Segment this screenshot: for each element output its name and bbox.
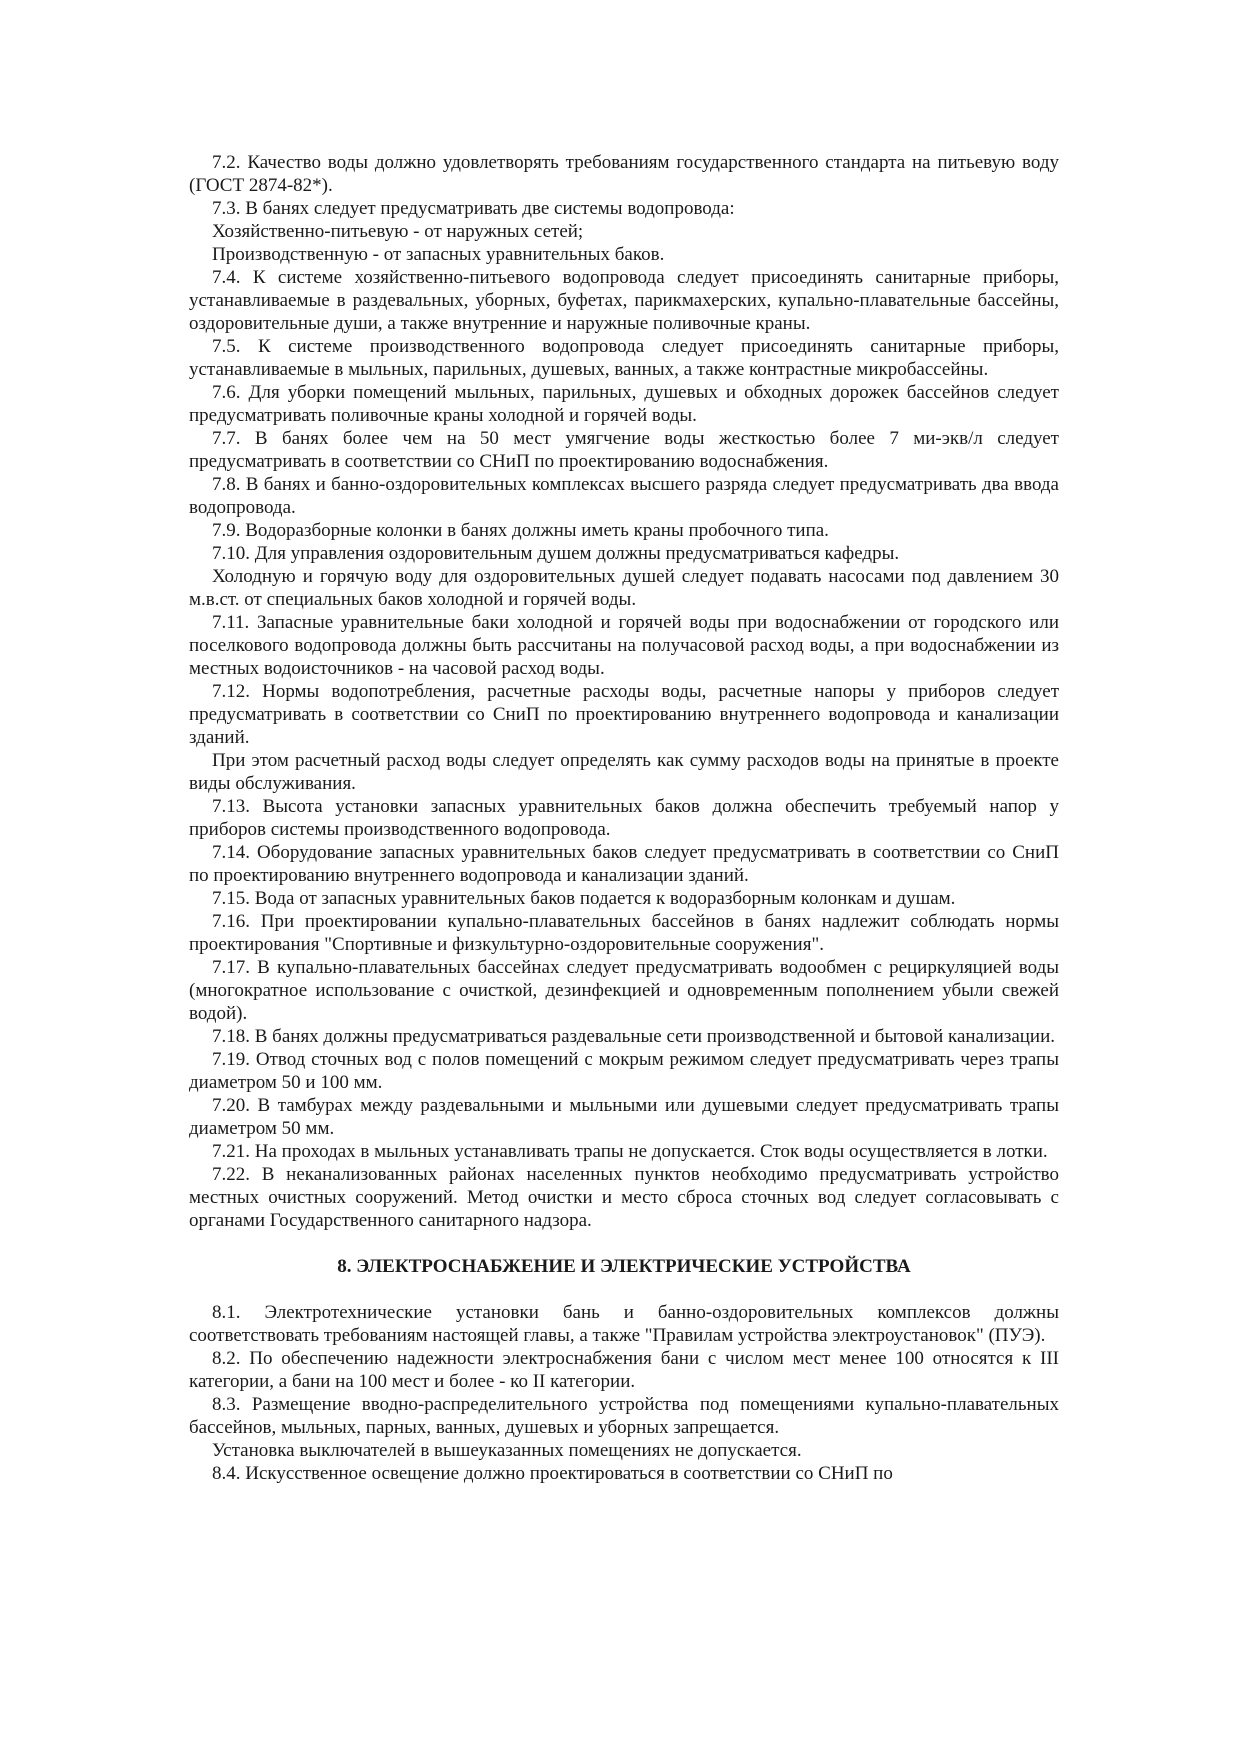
paragraph-8-2: 8.2. По обеспечению надежности электроснабжения бани с числом мест менее 100 относятся к III категории, а бани на 100 мест и более - ко II категории. — [189, 1348, 1059, 1392]
paragraph-7-9: 7.9. Водоразборные колонки в банях должны иметь краны пробочного типа. — [212, 520, 829, 541]
paragraph-7-17: 7.17. В купально-плавательных бассейнах следует предусматривать водообмен с рециркуляцией воды (многократное использование с очисткой, дезинфекцией и одновременным пополнением убыли свежей водой). — [189, 957, 1059, 1024]
paragraph-7-7: 7.7. В банях более чем на 50 мест умягчение воды жесткостью более 7 ми-экв/л следует предусматривать в соответствии со СНиП по проектированию водоснабжения. — [189, 428, 1059, 472]
paragraph-8-4: 8.4. Искусственное освещение должно проектироваться в соответствии со СНиП по — [212, 1463, 893, 1484]
paragraph-7-8: 7.8. В банях и банно-оздоровительных комплексах высшего разряда следует предусматривать два ввода водопровода. — [189, 474, 1059, 518]
paragraph-8-3-note: Установка выключателей в вышеуказанных помещениях не допускается. — [212, 1440, 802, 1461]
section-8-body — [189, 1301, 1059, 1485]
paragraph-7-6: 7.6. Для уборки помещений мыльных, парильных, душевых и обходных дорожек бассейнов следует предусматривать поливочные краны холодной и горячей воды. — [189, 382, 1059, 426]
paragraph-7-12: 7.12. Нормы водопотребления, расчетные расходы воды, расчетные напоры у приборов следует предусматривать в соответствии со СниП по проектированию внутреннего водопровода и канализации зданий. — [189, 681, 1059, 748]
paragraph-7-20: 7.20. В тамбурах между раздевальными и мыльными или душевыми следует предусматривать трапы диаметром 50 мм. — [189, 1095, 1059, 1139]
paragraph-7-13: 7.13. Высота установки запасных уравнительных баков должна обеспечить требуемый напор у приборов системы производственного водопровода. — [189, 796, 1059, 840]
paragraph-7-14: 7.14. Оборудование запасных уравнительных баков следует предусматривать в соответствии со СниП по проектированию внутреннего водопровода и канализации зданий. — [189, 842, 1059, 886]
paragraph-7-21: 7.21. На проходах в мыльных устанавливать трапы не допускается. Сток воды осуществляется в лотки. — [212, 1141, 1048, 1162]
section-8-heading: 8. ЭЛЕКТРОСНАБЖЕНИЕ И ЭЛЕКТРИЧЕСКИЕ УСТРОЙСТВА — [337, 1256, 911, 1277]
paragraph-7-10-note: Холодную и горячую воду для оздоровительных душей следует подавать насосами под давлением 30 м.в.ст. от специальных баков холодной и горячей воды. — [189, 566, 1059, 610]
section-7-body — [189, 151, 1059, 1232]
paragraph-7-3-item-1: Хозяйственно-питьевую - от наружных сетей; — [212, 221, 584, 242]
paragraph-7-12-note: При этом расчетный расход воды следует определять как сумму расходов воды на принятые в проекте виды обслуживания. — [189, 750, 1059, 794]
paragraph-7-22: 7.22. В неканализованных районах населенных пунктов необходимо предусматривать устройство местных очистных сооружений. Метод очистки и место сброса сточных вод следует согласовывать с органами Государственного санитарного надзора. — [189, 1164, 1059, 1231]
paragraph-7-2: 7.2. Качество воды должно удовлетворять требованиям государственного стандарта на питьевую воду (ГОСТ 2874-82*). — [189, 152, 1059, 196]
paragraph-7-19: 7.19. Отвод сточных вод с полов помещений с мокрым режимом следует предусматривать через трапы диаметром 50 и 100 мм. — [189, 1049, 1059, 1093]
paragraph-8-3: 8.3. Размещение вводно-распределительного устройства под помещениями купально-плавательных бассейнов, мыльных, парных, ванных, душевых и уборных запрещается. — [189, 1394, 1059, 1438]
paragraph-7-3-item-2: Производственную - от запасных уравнительных баков. — [212, 244, 665, 265]
paragraph-8-1: 8.1. Электротехнические установки бань и банно-оздоровительных комплексов должны соответствовать требованиям настоящей главы, а также "Правилам устройства электроустановок" (ПУЭ). — [189, 1302, 1059, 1346]
paragraph-7-3: 7.3. В банях следует предусматривать две системы водопровода: — [212, 198, 735, 219]
paragraph-7-5: 7.5. К системе производственного водопровода следует присоединять санитарные приборы, устанавливаемые в мыльных, парильных, душевых, ванных, а также контрастные микробассейны. — [189, 336, 1059, 380]
paragraph-7-15: 7.15. Вода от запасных уравнительных баков подается к водоразборным колонкам и душам. — [212, 888, 956, 909]
paragraph-7-11: 7.11. Запасные уравнительные баки холодной и горячей воды при водоснабжении от городского или поселкового водопровода должны быть рассчитаны на получасовой расход воды, а при водоснабжении из местных водоисточников - на часовой расход воды. — [189, 612, 1059, 679]
paragraph-7-4: 7.4. К системе хозяйственно-питьевого водопровода следует присоединять санитарные приборы, устанавливаемые в раздевальных, уборных, буфетах, парикмахерских, купально-плавательные бассейны, оздоровительные души, а также внутренние и наружные поливочные краны. — [189, 267, 1059, 334]
paragraph-7-16: 7.16. При проектировании купально-плавательных бассейнов в банях надлежит соблюдать нормы проектирования "Спортивные и физкультурно-оздоровительные сооружения". — [189, 911, 1059, 955]
paragraph-7-10: 7.10. Для управления оздоровительным душем должны предусматриваться кафедры. — [212, 543, 900, 564]
paragraph-7-18: 7.18. В банях должны предусматриваться раздевальные сети производственной и бытовой канализации. — [212, 1026, 1056, 1047]
